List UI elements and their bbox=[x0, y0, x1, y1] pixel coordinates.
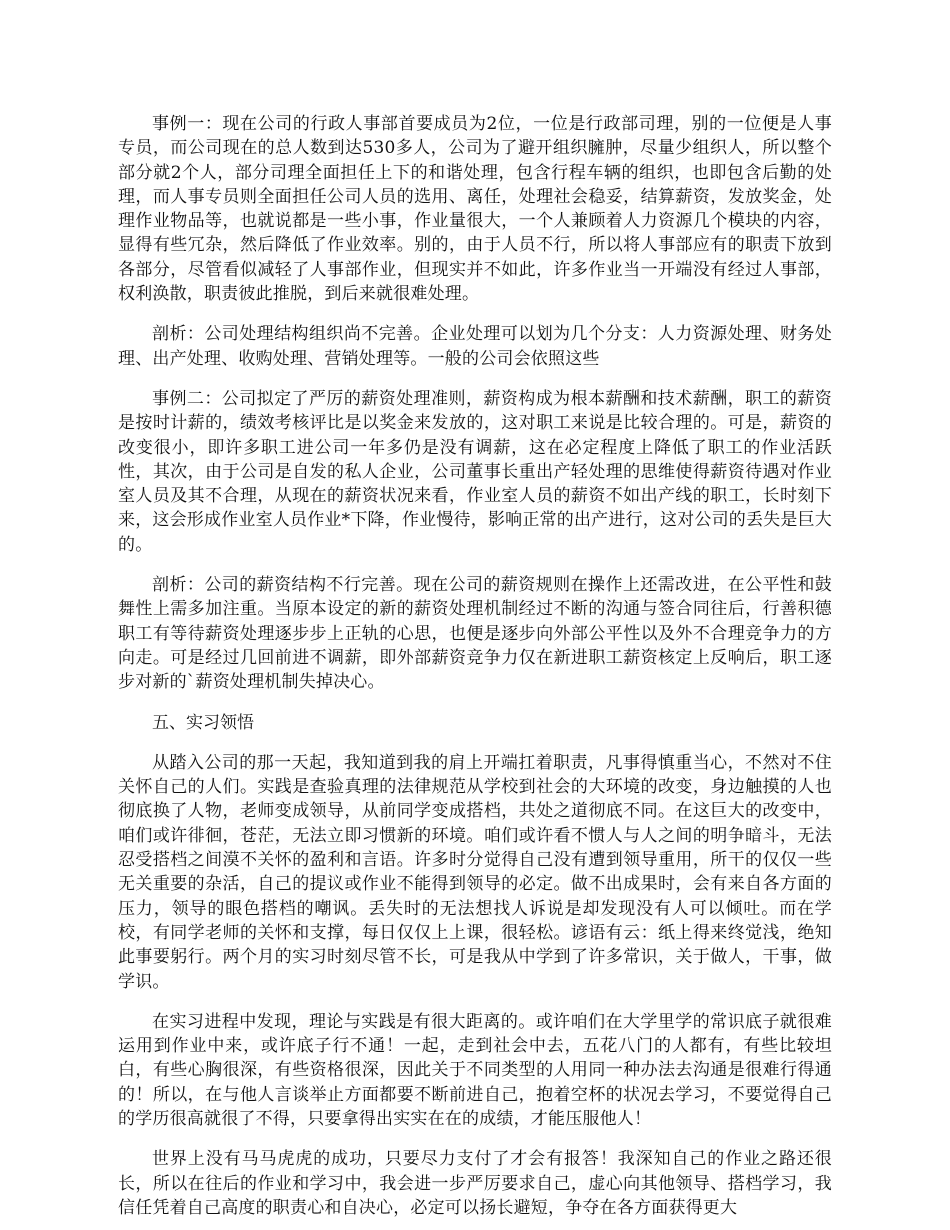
section-heading: 五、实习领悟 bbox=[152, 712, 254, 733]
paragraph-case-one: 事例一：现在公司的行政人事部首要成员为2位，一位是行政部司理，别的一位便是人事专员，而公司现在的总人数到达530多人，公司为了避开组织臃肿，尽量少组织人，所以整个部分就2个人，部分司理全面担任上下的和谐处理，包含行程车辆的组织，也即包含后勤的处理，而人事专员则全面担任公司人员的选用、离任，处理社会稳妥，结算薪资，发放奖金，处理作业物品等，也就说都是一些小事，作业量很大，一个人兼顾着人力资源几个模块的内容，显得有些冗杂，然后降低了作业效率。别的，由于人员不行，所以将人事部应有的职责下放到各部分，尽管看似减轻了人事部作业，但现实并不如此，许多作业当一开端没有经过人事部，权利涣散，职责彼此推脱，到后来就很难处理。 bbox=[118, 114, 832, 305]
paragraph-reflection-three: 世界上没有马马虎虎的成功，只要尽力支付了才会有报答！我深知自己的作业之路还很长，所以在往后的作业和学习中，我会进一步严厉要求自己，虚心向其他领导、搭档学习，我信任凭着自己高度的职责心和自决心，必定可以扬长避短，争夺在各方面获得更大 bbox=[118, 1149, 832, 1218]
paragraph-analysis-two: 剖析：公司的薪资结构不行完善。现在公司的薪资规则在操作上还需改进，在公平性和鼓舞性上需多加注重。当原本设定的新的薪资处理机制经过不断的沟通与签合同往后，行善积德职工有等待薪资处理逐步步上正轨的心思，也便是逐步向外部公平性以及外不合理竞争力的方向走。可是经过几回前进不调薪，即外部薪资竞争力仅在新进职工薪资核定上反响后，职工逐步对新的`薪资处理机制失掉决心。 bbox=[118, 575, 832, 693]
paragraph-reflection-one: 从踏入公司的那一天起，我知道到我的肩上开端扛着职责，凡事得慎重当心，不然对不住关怀自己的人们。实践是查验真理的法律规范从学校到社会的大环境的改变，身边触摸的人也彻底换了人物，老师变成领导，从前同学变成搭档，共处之道彻底不同。在这巨大的改变中，咱们或许徘徊，苍茫，无法立即习惯新的环境。咱们或许看不惯人与人之间的明争暗斗，无法忍受搭档之间漠不关怀的盈利和言语。许多时分觉得自己没有遭到领导重用，所干的仅仅一些无关重要的杂活，自己的提议或作业不能得到领导的必定。做不出成果时，会有来自各方面的压力，领导的眼色搭档的嘲讽。丢失时的无法想找人诉说是却发现没有人可以倾吐。而在学校，有同学老师的关怀和支撑，每日仅仅上上课，很轻松。谚语有云：纸上得来终觉浅，绝知此事要躬行。两个月的实习时刻尽管不长，可是我从中学到了许多常识，关于做人，干事，做学识。 bbox=[118, 752, 832, 992]
paragraph-analysis-one: 剖析：公司处理结构组织尚不完善。企业处理可以划为几个分支：人力资源处理、财务处理、出产处理、收购处理、营销处理等。一般的公司会依照这些 bbox=[118, 324, 832, 369]
paragraph-reflection-two: 在实习进程中发现，理论与实践是有很大距离的。或许咱们在大学里学的常识底子就很难运用到作业中来，或许底子行不通！一起，走到社会中去，五花八门的人都有，有些比较坦白，有些心胸很深，有些资格很深，因此关于不同类型的人用同一种办法去沟通是很难行得通的！所以，在与他人言谈举止方面都要不断前进自己，抱着空杯的状况去学习，不要觉得自己的学历很高就很了不得，只要拿得出实实在在的成绩，才能压服他人！ bbox=[118, 1011, 832, 1129]
paragraph-case-two: 事例二：公司拟定了严厉的薪资处理准则，薪资构成为根本薪酬和技术薪酬，职工的薪资是按时计薪的，绩效考核评比是以奖金来发放的，这对职工来说是比较合理的。可是，薪资的改变很小，即许多职工进公司一年多仍是没有调薪，这在必定程度上降低了职工的作业活跃性，其次，由于公司是自发的私人企业，公司董事长重出产轻处理的思维使得薪资待遇对作业室人员及其不合理，从现在的薪资状况来看，作业室人员的薪资不如出产线的职工，长时刻下来，这会形成作业室人员作业*下降，作业慢待，影响正常的出产进行，这对公司的丢失是巨大的。 bbox=[118, 388, 832, 555]
